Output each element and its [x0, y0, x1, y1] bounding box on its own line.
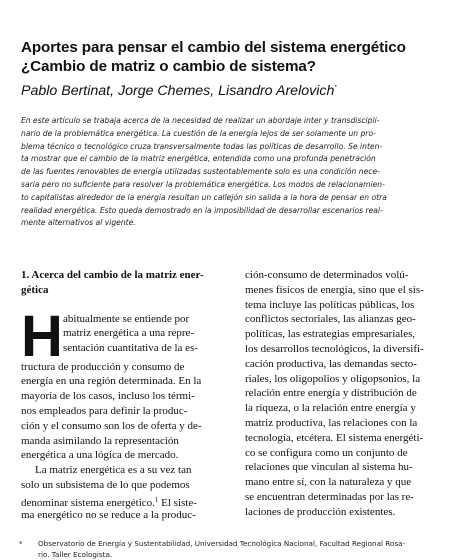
paragraph-line: tecnología, etcétera. El sistema energéti- — [245, 431, 424, 444]
paragraph-line: políticas, las estrategias empresariales, — [245, 328, 416, 341]
abstract-line: En este artículo se trabaja acerca de la necesidad de realizar un abordaje inter y transdiscipli- — [21, 116, 380, 125]
title-line-2: ¿Cambio de matriz o cambio de sistema? — [21, 58, 316, 75]
paragraph-line: ción-consumo de determinados volú- — [245, 269, 409, 281]
author-names: Pablo Bertinat, Jorge Chemes, Lisandro Arelovich — [21, 83, 335, 99]
paragraph-line: sentación cuantitativa de la es- — [63, 342, 198, 355]
footnote-line-1: Observatorio de Energía y Sustentabilidad, Universidad Tecnológica Nacional, Facultad Regional Rosa- — [38, 539, 406, 548]
abstract-line: realidad energética. Esto queda demostrado en la imposibilidad de desarrollar escenarios real- — [21, 205, 383, 215]
abstract-line: to capitalistas alrededor de la energía resultan un callejón sin salida a la hora de pensar en otra — [21, 192, 387, 202]
paragraph-line: relación entre energía y distribución de — [245, 387, 417, 400]
paragraph-line: energética a una lógica de mercado. — [21, 449, 179, 462]
paragraph-line: menes físicos de energía, sino que el sis- — [245, 283, 424, 296]
paragraph-line: conflictos sectoriales, las alianzas geo- — [245, 313, 416, 326]
section-heading-line-2: gética — [21, 283, 49, 296]
footnote-line-2: rio. Taller Ecologista. — [38, 550, 113, 559]
paragraph-line: manda asimilando la representación — [21, 434, 179, 447]
article-title — [21, 38, 451, 76]
abstract-line: saria pero no suficiente para resolver la problemática energética. Los modos de relacionamien- — [21, 179, 385, 189]
abstract — [21, 115, 453, 230]
title-line-1: Aportes para pensar el cambio del sistema energético — [21, 39, 406, 56]
paragraph-line: matriz energética a una repre- — [63, 327, 195, 340]
paragraph-line: ma energético no se reduce a la produc- — [21, 508, 196, 521]
paragraph-line: relaciones que vinculan al sistema hu- — [245, 461, 413, 474]
author-list — [21, 80, 451, 100]
abstract-line: blema técnico o tecnológico cruza transversalmente todas las políticas de desarrollo. Se inten- — [21, 141, 383, 151]
section-heading — [21, 268, 233, 298]
author-footnote-mark: * — [334, 85, 337, 91]
abstract-line: nario de la problemática energética. La cuestión de la energía lejos de ser solamente un pro- — [21, 128, 376, 138]
paragraph-line: los desarrollos tecnológicos, la diversifi- — [245, 342, 424, 355]
paragraph-line: matriz productiva, las relaciones con la — [245, 416, 418, 429]
paragraph-text: denominar sistema energético. — [21, 496, 155, 509]
right-column — [245, 268, 455, 520]
paragraph-line: la riqueza, o la relación entre energía y — [245, 402, 416, 415]
paragraph-line — [21, 493, 233, 508]
paragraph-line: co se configura como un conjunto de — [245, 446, 408, 459]
paragraph-line: mayoría de los casos, incluso los térmi- — [21, 390, 195, 403]
first-paragraph — [21, 303, 233, 464]
second-paragraph — [21, 463, 233, 522]
paragraph-line: nos empleados para definir la produc- — [21, 404, 188, 417]
paragraph-line: tructura de producción y consumo de — [21, 360, 185, 373]
paragraph-line: cación productiva, las demandas secto- — [245, 357, 417, 370]
paragraph-line: mano entre sí, con la naturaleza y que — [245, 476, 412, 489]
footnote-reference[interactable]: 1 — [154, 495, 159, 504]
drop-cap: H — [21, 303, 63, 369]
paragraph-line: La matriz energética es a su vez tan — [35, 464, 192, 477]
paragraph-line: energía en una región determinada. En la — [21, 375, 202, 388]
paragraph-line: ción y el consumo son los de oferta y de- — [21, 419, 202, 432]
paragraph-line: riales, los oligopolios y oligopsonios, la — [245, 372, 421, 385]
section-heading-line-1: 1. Acerca del cambio de la matriz ener- — [21, 269, 204, 281]
paragraph-line: abitualmente se entiende por — [63, 312, 190, 325]
paragraph-text: El siste- — [158, 496, 197, 509]
paragraph-line: solo un subsistema de lo que podemos — [21, 478, 190, 491]
paragraph-line: se encuentran determinadas por las re- — [245, 490, 414, 503]
paragraph-line: laciones de producción existentes. — [245, 505, 396, 518]
left-column — [21, 268, 233, 522]
abstract-line: ta mostrar que el cambio de la matriz energética, entendida como una profunda penetración — [21, 154, 376, 164]
paragraph-line: tema incluye las políticas públicas, los — [245, 298, 415, 311]
abstract-line: mente alternativos al vigente. — [21, 218, 136, 228]
abstract-line: de las fuentes renovables de energía utilizadas sustentablemente solo es una condición nece- — [21, 167, 380, 177]
footnote-mark: * — [19, 539, 23, 548]
